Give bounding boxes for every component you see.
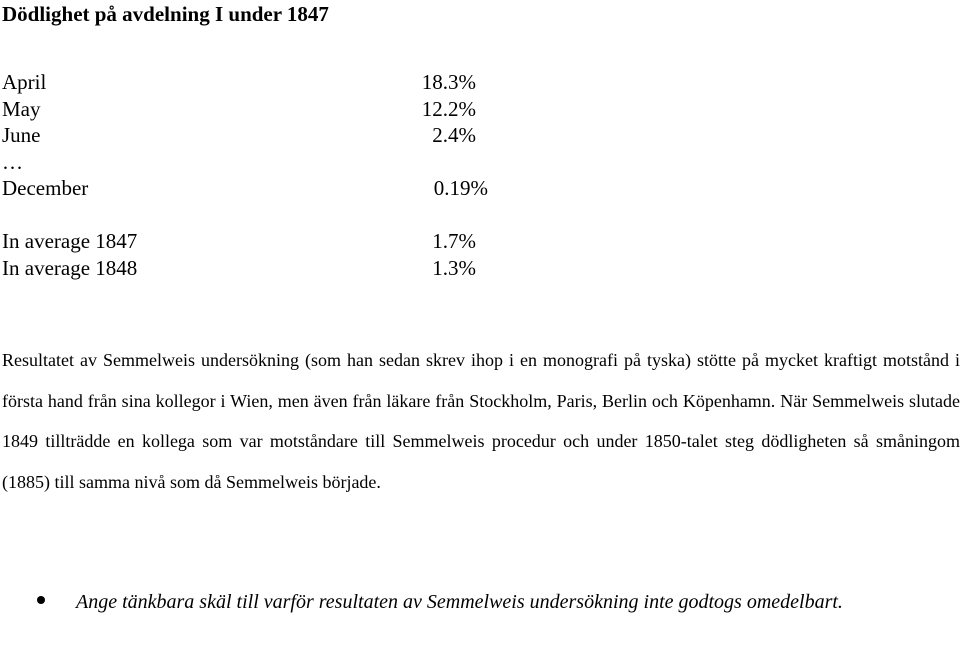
stat-label: April: [2, 70, 47, 94]
stat-label: June: [2, 123, 41, 147]
stat-row-average-1848: [2, 255, 562, 282]
ellipsis-label: …: [2, 149, 23, 174]
stat-value: 18.3%: [421, 70, 476, 94]
stat-label: In average 1847: [2, 229, 138, 253]
stat-value: 12.2%: [421, 96, 476, 121]
mortality-table: [2, 69, 562, 281]
bullet-text: Ange tänkbara skäl till varför resultaten av Semmelweis undersökning inte godtogs omedelbart.: [76, 591, 843, 613]
stat-row-average-1847: [2, 228, 562, 255]
stat-label: May: [2, 96, 41, 121]
stat-value: 0.19%: [433, 176, 488, 200]
stat-row-december: [2, 175, 562, 202]
stat-value: 1.3%: [432, 255, 476, 280]
stat-label: In average 1848: [2, 255, 138, 280]
stat-spacer: [2, 202, 562, 229]
stat-row-may: [2, 96, 562, 123]
document-title: Dödlighet på avdelning I under 1847: [2, 2, 329, 26]
stat-row-june: [2, 122, 562, 149]
stat-label: December: [2, 176, 89, 200]
bullet-icon: [37, 596, 45, 604]
stat-value: 2.4%: [432, 123, 476, 147]
stat-value: 1.7%: [432, 229, 476, 253]
stat-row-april: [2, 69, 562, 96]
stat-row-ellipsis: [2, 149, 562, 176]
body-paragraph: Resultatet av Semmelweis undersökning (som han sedan skrev ihop i en monografi på tyska) stötte på mycket kraftigt motstånd i första hand från sina kollegor i Wien, men även från läkare från Stockholm, Paris, Berlin och Köpenhamn. När Semmelweis slutade 1849 tillträdde en kollega som var motståndare till Semmelweis procedur och under 1850-talet steg dödligheten så småningom (1885) till samma nivå som då Semmelweis började.: [2, 350, 960, 492]
